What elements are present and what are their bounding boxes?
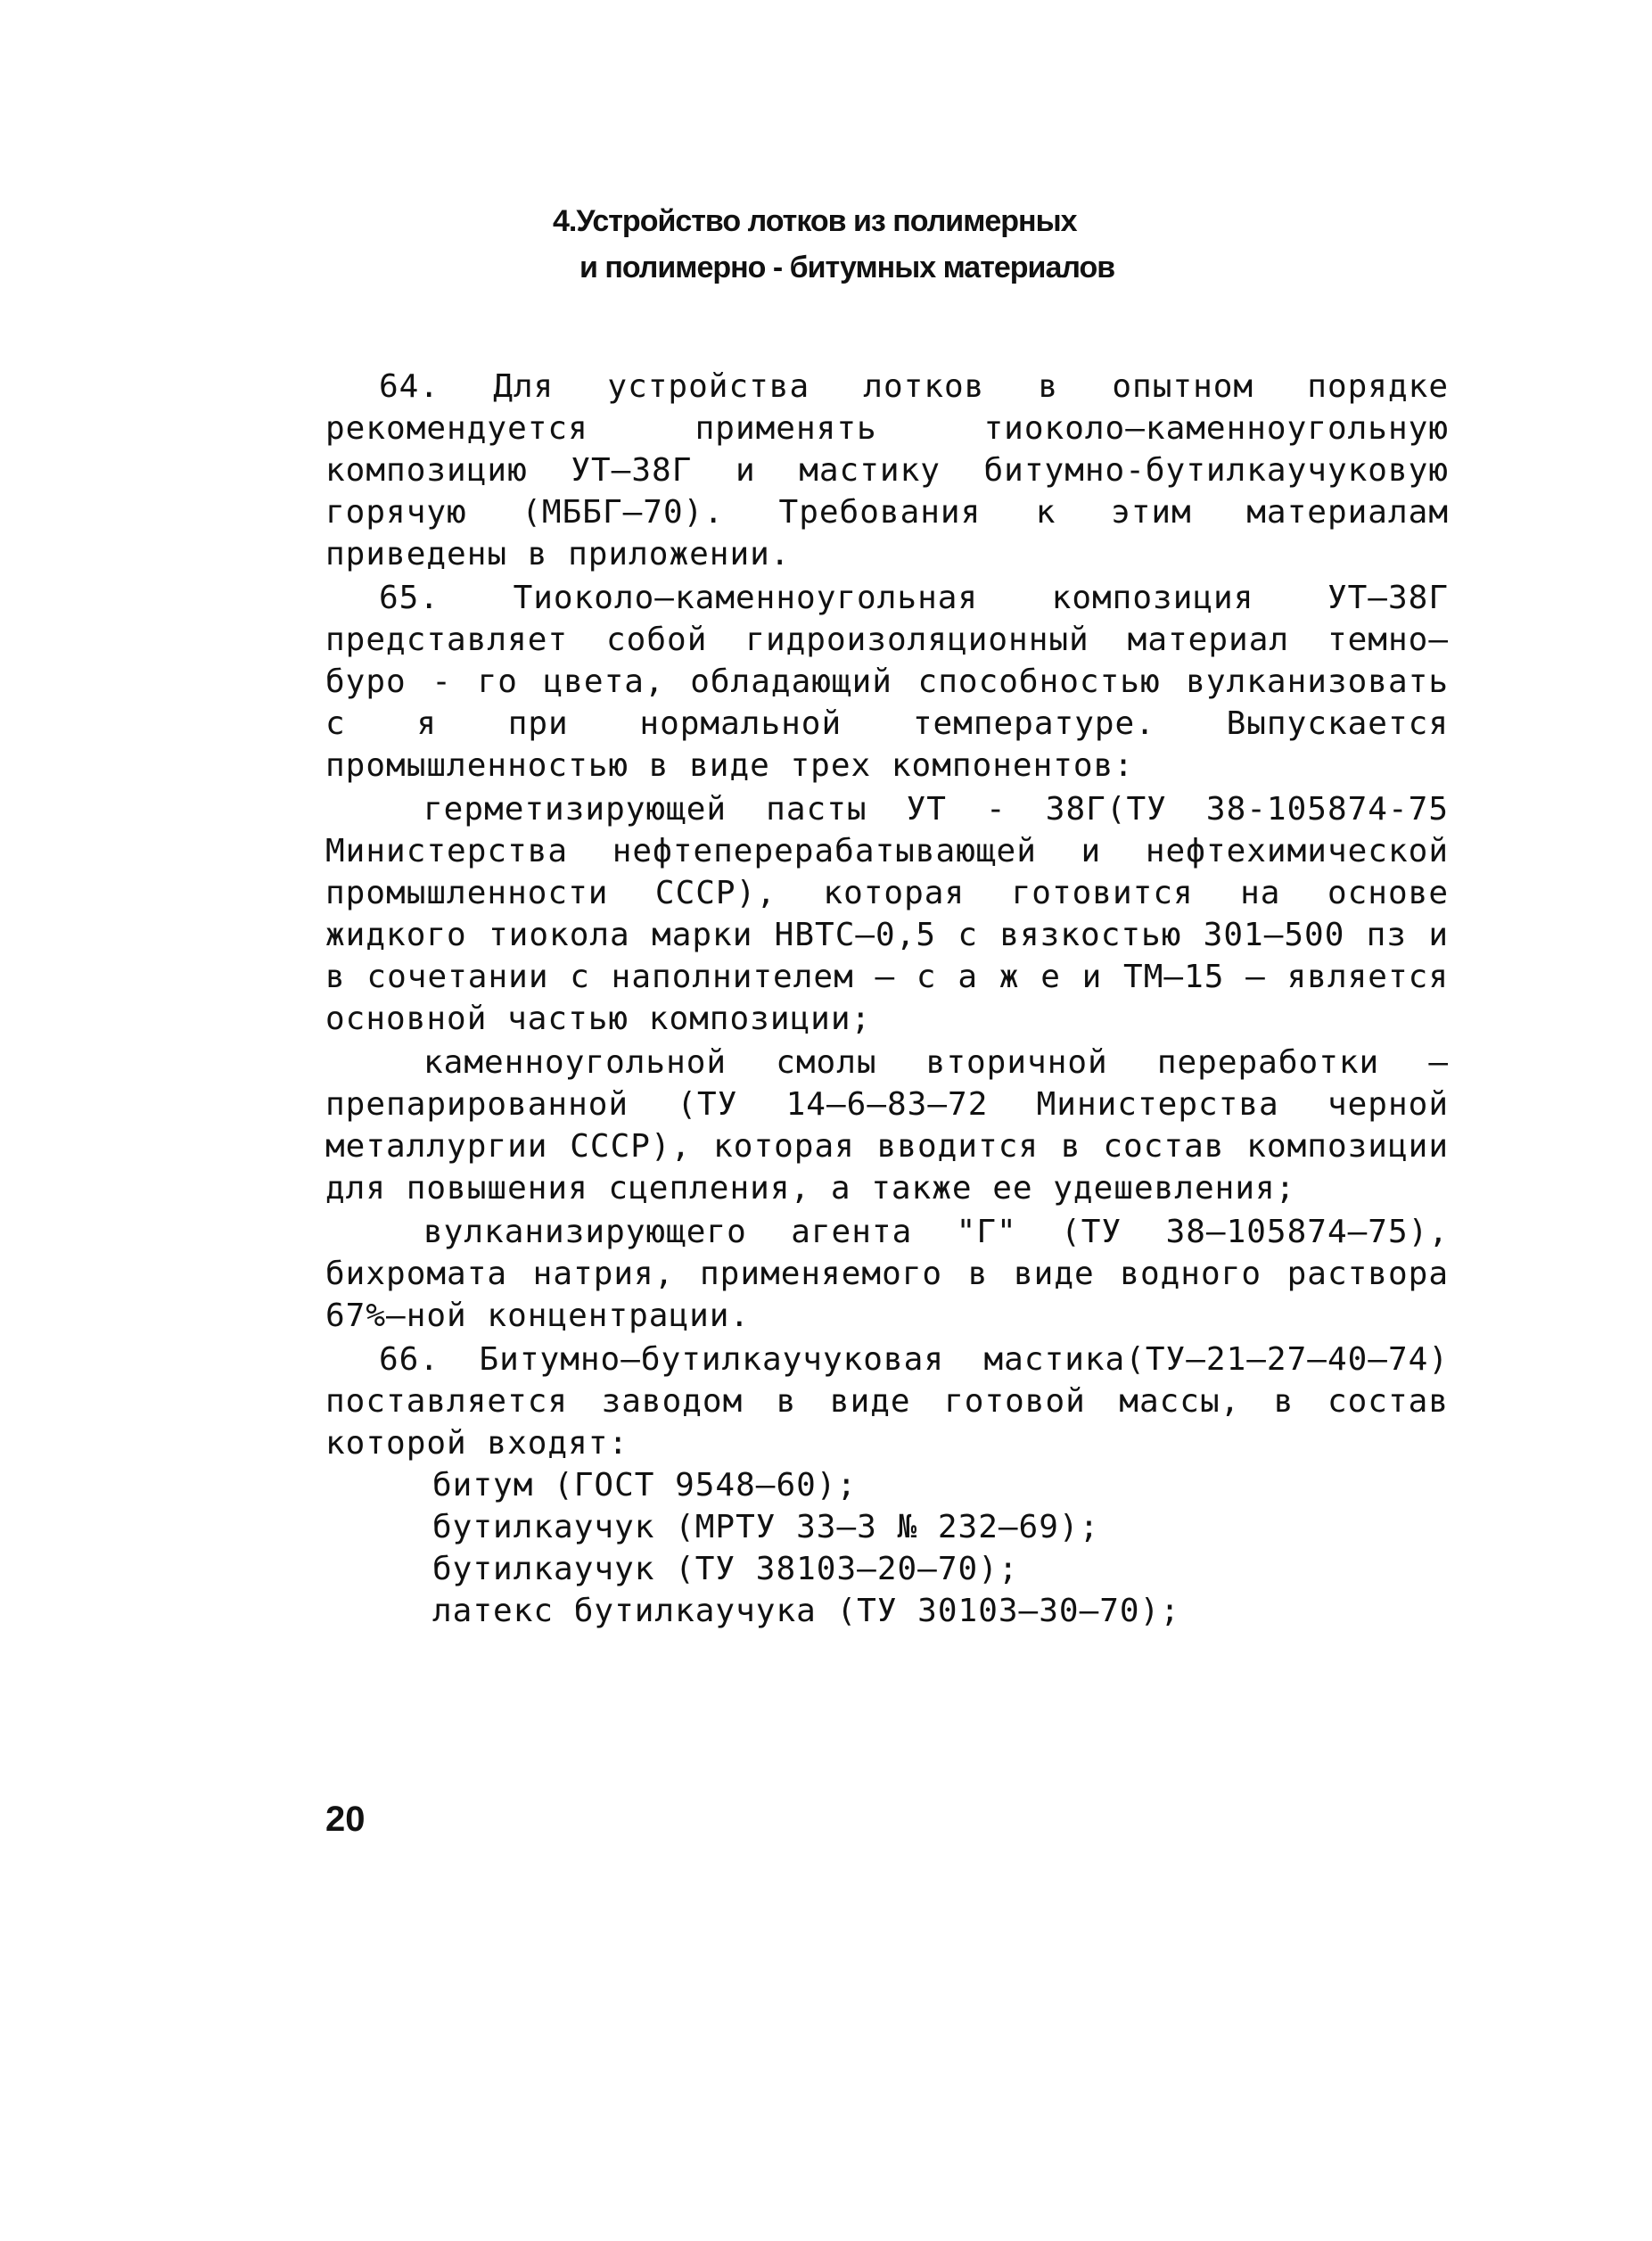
paragraph-65-component-paste: герметизирующей пасты УТ - 38Г(ТУ 38-105874-75 Министерства нефтеперерабатывающей и нефтехимической промышленности СССР), которая готовится на основе жидкого тиокола марки НВТС–0,5 с вязкостью 301–500 пз и в сочетании с наполнителем – с а ж е и ТМ–15 – является основной частью композиции;: [325, 791, 1449, 1037]
paragraph-65-component-resin: каменноугольной смолы вторичной переработки – препарированной (ТУ 14–6–83–72 Министерства черной металлургии СССР), которая вводится в состав композиции для повышения сцепления, а также ее удешевления;: [325, 1044, 1449, 1207]
paragraph-65: 65. Тиоколо–каменноугольная композиция УТ–38Г представляет собой гидроизоляционный материал темно–буро - го цвета, обладающий способностью вулканизовать с я при нормальной температуре. Выпускается промышленностью в виде трех компонентов:: [325, 580, 1449, 784]
composition-list: [325, 1464, 1449, 1632]
body-text: [325, 366, 1449, 1632]
page-number: 20: [325, 1800, 366, 1839]
list-item: битум (ГОСТ 9548–60);: [432, 1467, 858, 1504]
section-heading: [499, 198, 1302, 291]
list-item: латекс бутилкаучука (ТУ 30103–30–70);: [432, 1593, 1180, 1629]
paragraph-65-component-agent: вулканизирующего агента "Г" (ТУ 38–105874–75), бихромата натрия, применяемого в виде водного раствора 67%–ной концентрации.: [325, 1214, 1449, 1334]
paragraph-64: 64. Для устройства лотков в опытном порядке рекомендуется применять тиоколо–каменноугольную композицию УТ–38Г и мастику битумно-бутилкаучуковую горячую (МББГ–70). Требования к этим материалам приведены в приложении.: [325, 368, 1449, 573]
section-heading-line-1: 4.Устройство лотков из полимерных: [553, 204, 1077, 238]
list-item: бутилкаучук (МРТУ 33–3 № 232–69);: [432, 1509, 1100, 1545]
list-item: бутилкаучук (ТУ 38103–20–70);: [432, 1551, 1019, 1587]
section-heading-line-2: и полимерно - битумных материалов: [579, 251, 1115, 284]
paragraph-66: 66. Битумно–бутилкаучуковая мастика(ТУ–21–27–40–74) поставляется заводом в виде готовой массы, в состав которой входят:: [325, 1341, 1449, 1462]
